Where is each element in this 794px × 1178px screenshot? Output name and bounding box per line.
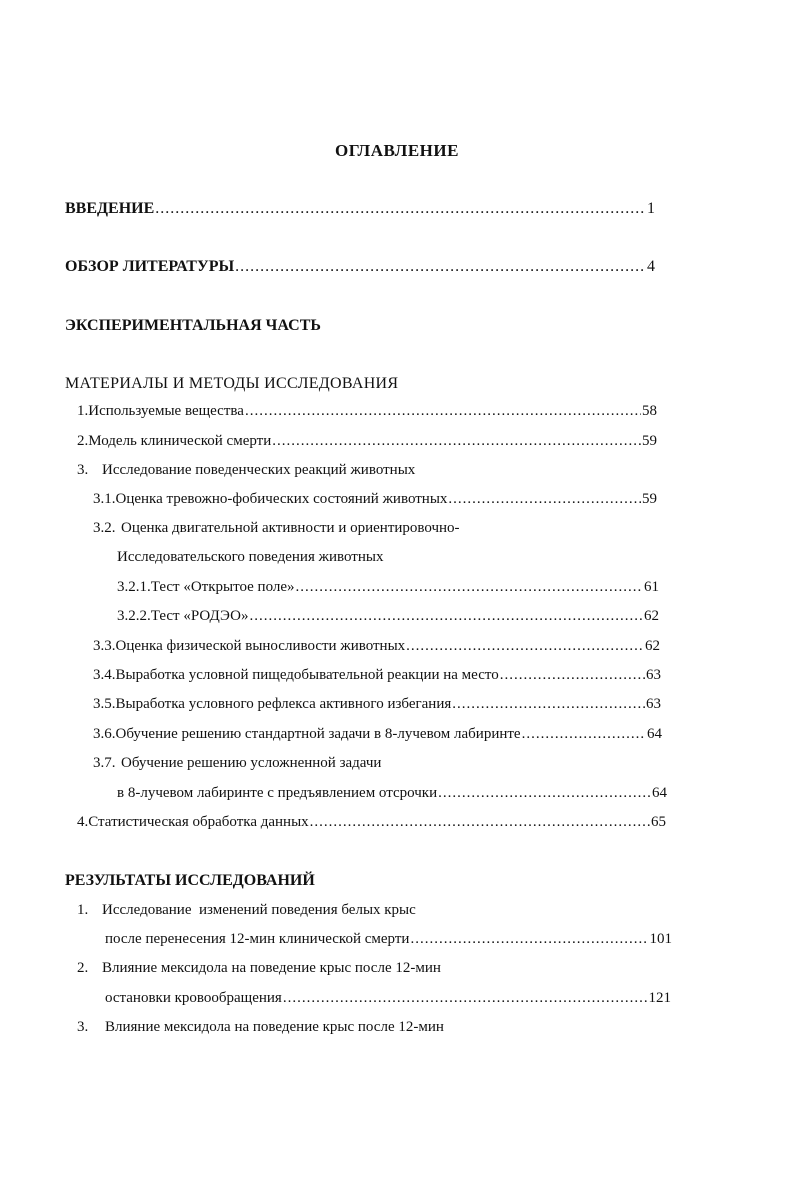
page-number: 62 — [644, 608, 659, 624]
toc-title: ОГЛАВЛЕНИЕ — [335, 141, 459, 160]
entry-text: Обучение решению стандартной задачи в 8-лучевом лабиринте — [115, 726, 521, 742]
toc-entry[interactable] — [93, 520, 460, 537]
section-heading-methods: МАТЕРИАЛЫ И МЕТОДЫ ИССЛЕДОВАНИЯ — [65, 375, 399, 392]
entry-text: Тест «РОДЭО» — [150, 608, 249, 624]
entry-text: Выработка условного рефлекса активного избегания — [115, 696, 452, 712]
entry-number: 3.2.2. — [117, 608, 151, 624]
toc-entry[interactable] — [77, 1019, 444, 1036]
toc-entry[interactable] — [77, 814, 666, 836]
section-heading-results: РЕЗУЛЬТАТЫ ИССЛЕДОВАНИЙ — [65, 872, 315, 889]
entry-text: Исследование изменений поведения белых крыс — [102, 902, 416, 918]
leader-dots — [249, 608, 643, 625]
entry-number: 3.4. — [93, 667, 116, 683]
toc-entry[interactable] — [77, 433, 657, 455]
toc-entry[interactable] — [93, 696, 661, 718]
page-number: 101 — [649, 931, 672, 947]
leader-dots — [310, 814, 650, 831]
toc-entry[interactable] — [77, 960, 441, 977]
toc-entry-intro[interactable] — [65, 200, 655, 222]
toc-entry[interactable] — [77, 902, 416, 919]
page-number: 121 — [648, 990, 671, 1006]
page-number: 59 — [642, 491, 657, 507]
toc-entry[interactable] — [93, 667, 661, 689]
entry-number: 2. — [77, 433, 89, 449]
page-number: 1 — [647, 200, 655, 217]
leader-dots — [235, 258, 646, 276]
entry-number: 1. — [77, 403, 89, 419]
page-number: 58 — [642, 403, 657, 419]
toc-entry[interactable] — [77, 403, 657, 425]
leader-dots — [283, 990, 648, 1007]
page-number: 63 — [646, 696, 661, 712]
page-number: 62 — [645, 638, 660, 654]
leader-dots — [155, 200, 646, 218]
page-number: 59 — [642, 433, 657, 449]
leader-dots — [452, 696, 645, 713]
entry-label: ВВЕДЕНИЕ — [65, 200, 155, 217]
entry-text: после перенесения 12-мин клинической смерти — [105, 931, 410, 947]
entry-number: 3.7. — [93, 755, 116, 771]
entry-text: Используемые вещества — [88, 403, 244, 419]
leader-dots — [296, 579, 643, 596]
page-number: 64 — [647, 726, 662, 742]
entry-text: Исследование поведенческих реакций животных — [102, 462, 416, 478]
toc-entry-review[interactable] — [65, 258, 655, 280]
entry-text: Оценка двигательной активности и ориентировочно- — [121, 520, 460, 536]
entry-text: Модель клинической смерти — [88, 433, 272, 449]
toc-entry[interactable] — [117, 608, 659, 630]
entry-text: Тест «Открытое поле» — [150, 579, 295, 595]
entry-number: 3.1. — [93, 491, 116, 507]
toc-entry[interactable] — [77, 462, 415, 479]
leader-dots — [406, 638, 644, 655]
section-heading-experimental: ЭКСПЕРИМЕНТАЛЬНАЯ ЧАСТЬ — [65, 317, 321, 334]
leader-dots — [438, 785, 651, 802]
leader-dots — [272, 433, 641, 450]
entry-number: 3. — [77, 1019, 89, 1035]
toc-entry-continuation[interactable] — [117, 785, 667, 807]
entry-text: Обучение решению усложненной задачи — [121, 755, 382, 771]
leader-dots — [410, 931, 648, 948]
toc-entry[interactable] — [93, 491, 657, 513]
leader-dots — [448, 491, 641, 508]
toc-entry-continuation: Исследовательского поведения животных — [117, 549, 384, 565]
entry-text: Влияние мексидола на поведение крыс после 12-мин — [105, 1019, 444, 1035]
entry-number: 3.2.1. — [117, 579, 151, 595]
entry-number: 3.3. — [93, 638, 116, 654]
page-number: 65 — [651, 814, 666, 830]
page-number: 4 — [647, 258, 655, 275]
entry-number: 4. — [77, 814, 89, 830]
toc-entry[interactable] — [93, 755, 381, 772]
entry-text: Статистическая обработка данных — [88, 814, 309, 830]
entry-text: Выработка условной пищедобывательной реакции на место — [115, 667, 499, 683]
entry-number: 1. — [77, 902, 89, 918]
toc-entry-continuation[interactable] — [105, 931, 672, 953]
entry-label: ОБЗОР ЛИТЕРАТУРЫ — [65, 258, 235, 275]
leader-dots — [522, 726, 646, 743]
page-number: 63 — [646, 667, 661, 683]
entry-number: 3. — [77, 462, 89, 478]
page-number: 64 — [652, 785, 667, 801]
entry-number: 2. — [77, 960, 89, 976]
toc-entry[interactable] — [93, 726, 662, 748]
entry-number: 3.5. — [93, 696, 116, 712]
entry-text: Оценка физической выносливости животных — [115, 638, 406, 654]
toc-entry-continuation[interactable] — [105, 990, 671, 1012]
entry-text: остановки кровообращения — [105, 990, 282, 1006]
entry-number: 3.2. — [93, 520, 116, 536]
toc-entry[interactable] — [117, 579, 659, 601]
entry-text: Влияние мексидола на поведение крыс после 12-мин — [102, 960, 441, 976]
leader-dots — [500, 667, 645, 684]
toc-entry[interactable] — [93, 638, 660, 660]
page-number: 61 — [644, 579, 659, 595]
entry-text: в 8-лучевом лабиринте с предъявлением отсрочки — [117, 785, 438, 801]
entry-number: 3.6. — [93, 726, 116, 742]
leader-dots — [245, 403, 641, 420]
entry-text: Оценка тревожно-фобических состояний животных — [115, 491, 448, 507]
